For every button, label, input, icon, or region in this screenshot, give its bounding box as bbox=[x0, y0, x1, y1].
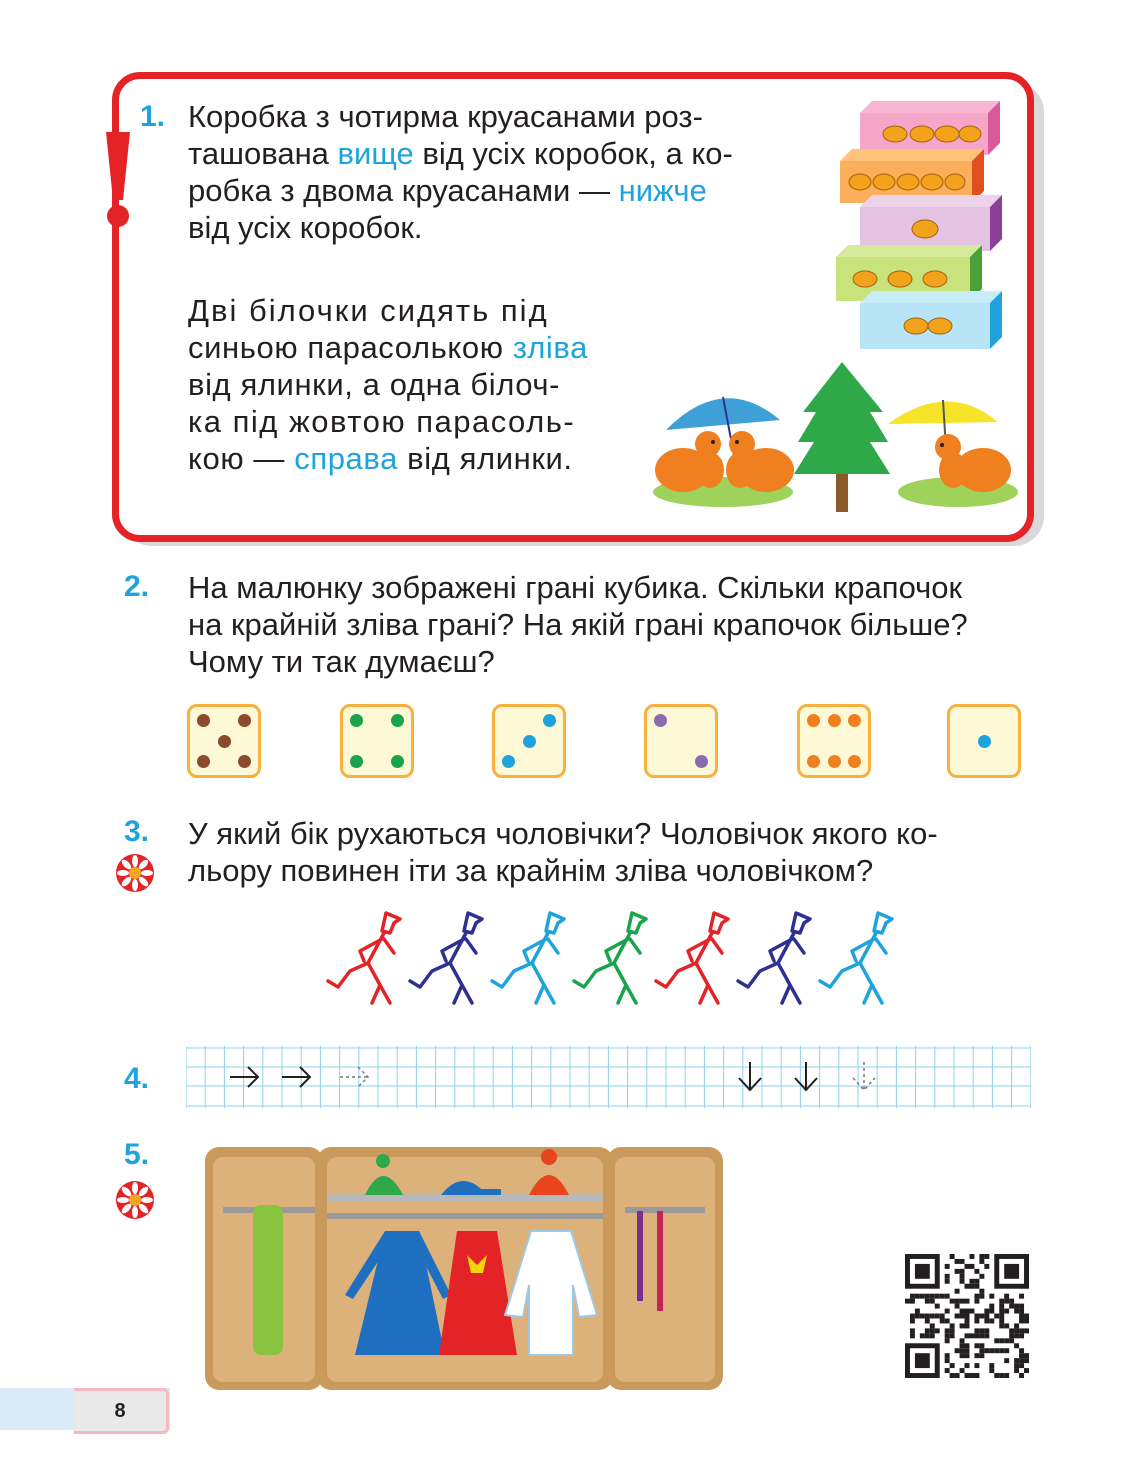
die-face bbox=[644, 704, 718, 778]
walking-figure bbox=[328, 913, 400, 1003]
task3-text: У який бік рухаються чоловічки? Чоловічок якого ко- льору повинен іти за крайнім зліва чоловічком? bbox=[188, 816, 938, 888]
walking-figure bbox=[492, 913, 564, 1003]
task1-number: 1. bbox=[140, 100, 166, 133]
die-dot bbox=[828, 714, 841, 727]
die-dot bbox=[695, 755, 708, 768]
die-face bbox=[492, 704, 566, 778]
die-face bbox=[187, 704, 261, 778]
die-dot bbox=[391, 755, 404, 768]
arrow-right-icon bbox=[282, 1067, 310, 1087]
die-dot bbox=[848, 714, 861, 727]
walking-figure bbox=[738, 913, 810, 1003]
task2-number: 2. bbox=[124, 570, 150, 603]
die-dot bbox=[807, 714, 820, 727]
qr-code[interactable] bbox=[905, 1254, 1029, 1378]
croissant-boxes-illustration bbox=[830, 95, 1010, 355]
die-face bbox=[797, 704, 871, 778]
walking-figure bbox=[574, 913, 646, 1003]
die-dot bbox=[391, 714, 404, 727]
die-dot bbox=[238, 714, 251, 727]
die-dot bbox=[828, 755, 841, 768]
die-dot bbox=[807, 755, 820, 768]
die-dot bbox=[978, 735, 991, 748]
task5-number: 5. bbox=[124, 1138, 150, 1171]
squirrels-illustration bbox=[648, 362, 1018, 517]
die-dot bbox=[523, 735, 536, 748]
walking-figures bbox=[320, 905, 920, 1015]
die-dot bbox=[238, 755, 251, 768]
task2-text: На малюнку зображені грані кубика. Скільки крапочок на крайній зліва грані? На якій грані крапочок більше? Чому ти так думаєш? bbox=[188, 570, 968, 679]
die-dot bbox=[502, 755, 515, 768]
exclamation-icon bbox=[96, 130, 140, 230]
wardrobe-illustration bbox=[205, 1145, 723, 1390]
die-dot bbox=[197, 755, 210, 768]
die-dot bbox=[350, 714, 363, 727]
arrow-right-icon bbox=[340, 1067, 368, 1087]
walking-figure bbox=[656, 913, 728, 1003]
task1-paragraph-1: Коробка з чотирма круасанами роз- ташована вище від усіх коробок, а ко- робка з двома круасанами — нижче від усіх коробок. bbox=[188, 99, 733, 245]
die-dot bbox=[197, 714, 210, 727]
walking-figure bbox=[410, 913, 482, 1003]
task1-paragraph-2: Дві білочки сидять під синьою парасолькою зліва від ялинки, а одна білоч- ка під жовтою парасоль- кою — справа від ялинки. bbox=[188, 293, 588, 476]
die-face bbox=[947, 704, 1021, 778]
task4-number: 4. bbox=[124, 1062, 150, 1095]
die-dot bbox=[848, 755, 861, 768]
page-number: 8 bbox=[74, 1388, 169, 1434]
flower-icon bbox=[115, 1180, 155, 1220]
die-dot bbox=[218, 735, 231, 748]
die-dot bbox=[654, 714, 667, 727]
flower-icon bbox=[115, 853, 155, 893]
walking-figure bbox=[820, 913, 892, 1003]
die-dot bbox=[543, 714, 556, 727]
die-dot bbox=[350, 755, 363, 768]
arrow-grid bbox=[186, 1046, 1031, 1108]
task3-number: 3. bbox=[124, 815, 150, 848]
die-face bbox=[340, 704, 414, 778]
